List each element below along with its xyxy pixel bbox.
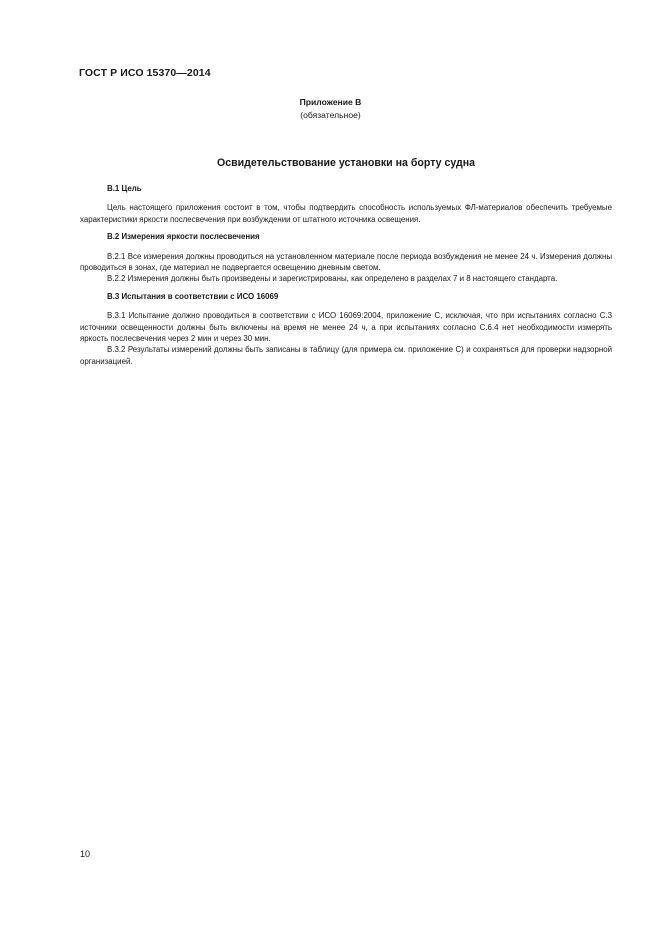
paragraph: Цель настоящего приложения состоит в том, чтобы подтвердить способность используемых ФЛ-материалов обеспечить требуемые характеристики яркости послесвечения при возбуждении от штатного источника освещения.	[80, 203, 612, 224]
annex-label-block	[0, 96, 661, 122]
paragraph: В.2.2 Измерения должны быть произведены и зарегистрированы, как определено в разделах 7 и 8 настоящего стандарта.	[107, 274, 558, 284]
annex-body	[80, 183, 612, 367]
paragraph: В.3.2 Результаты измерений должны быть записаны в таблицу (для примера см. приложение С) и сохраняться для проверки надзорной организацией.	[80, 345, 612, 366]
section-b2	[80, 231, 612, 285]
section-title: В.2 Измерения яркости послесвечения	[107, 232, 260, 242]
section-b3	[80, 291, 612, 367]
annex-title: Освидетельствование установки на борту судна	[216, 157, 476, 169]
section-b1	[80, 183, 612, 225]
annex-status: (обязательное)	[300, 110, 361, 120]
section-title: В.3 Испытания в соответствии с ИСО 16069	[107, 291, 279, 301]
paragraph: В.3.1 Испытание должно проводиться в соответствии с ИСО 16069:2004, приложение С, исключая, что при испытаниях согласно С.3 источники освещенности должны быть включены на время не менее 24 ч, а при испытаниях согласно С.6.4 нет необходимости измерять яркость послесвечения через 2 мин и через 30 мин.	[80, 311, 612, 344]
annex-label: Приложение В	[299, 97, 362, 107]
paragraph: В.2.1 Все измерения должны проводиться на установленном материале после периода возбуждения не менее 24 ч. Измерения должны проводиться в зонах, где материал не подвергается освещению дневным светом.	[80, 251, 612, 273]
standard-designation: ГОСТ Р ИСО 15370—2014	[79, 67, 211, 79]
section-title: В.1 Цель	[107, 184, 142, 193]
page-number: 10	[80, 849, 91, 859]
